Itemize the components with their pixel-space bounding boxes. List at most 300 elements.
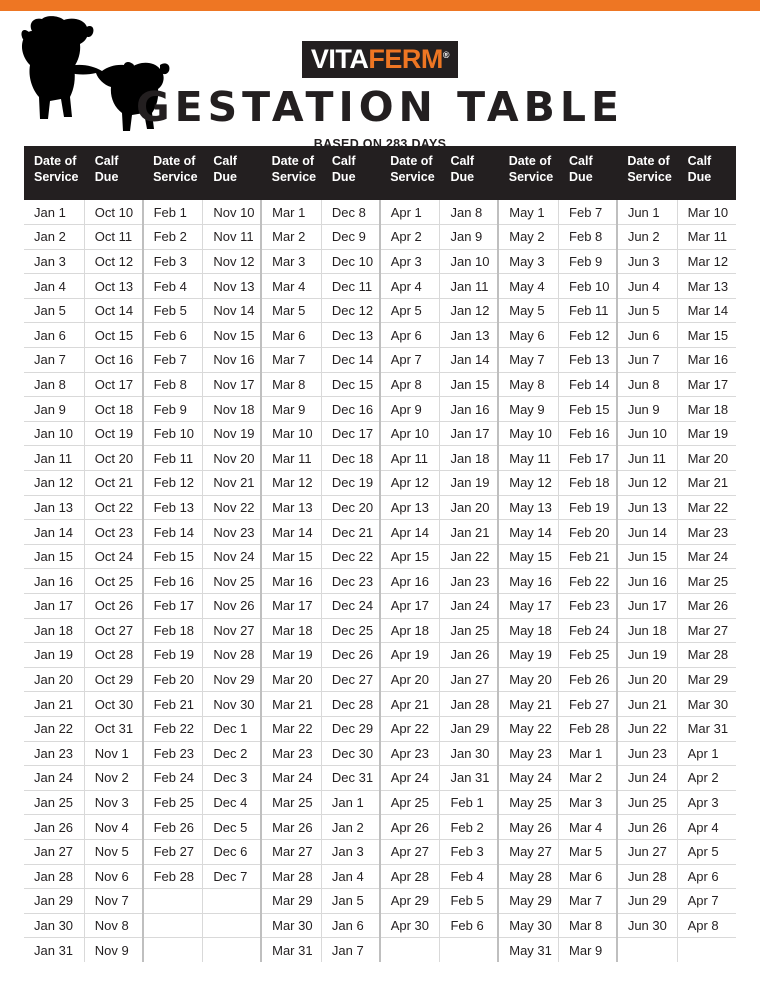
column-header-date-of-service-5 (617, 146, 677, 200)
calf-due-cell: Jan 28 (440, 692, 498, 717)
date-of-service-cell: Jun 28 (617, 864, 677, 889)
calf-due-cell: Apr 3 (677, 790, 735, 815)
calf-due-cell: Oct 26 (84, 594, 142, 619)
date-of-service-cell: Apr 24 (380, 766, 440, 791)
table-row (24, 643, 736, 668)
calf-due-cell: Nov 9 (84, 938, 142, 963)
date-of-service-cell: Feb 1 (143, 200, 203, 225)
date-of-service-cell: Jan 4 (24, 274, 84, 299)
date-of-service-cell: Mar 19 (261, 643, 321, 668)
date-of-service-cell: Mar 20 (261, 667, 321, 692)
calf-due-cell: Oct 28 (84, 643, 142, 668)
date-of-service-cell: Apr 12 (380, 471, 440, 496)
date-of-service-cell: Feb 5 (143, 298, 203, 323)
calf-due-cell: Jan 16 (440, 397, 498, 422)
calf-due-cell: Oct 20 (84, 446, 142, 471)
table-row (24, 815, 736, 840)
calf-due-cell: Oct 13 (84, 274, 142, 299)
header-line-1: Calf (687, 154, 712, 168)
calf-due-cell: Oct 14 (84, 298, 142, 323)
date-of-service-cell: Jan 15 (24, 544, 84, 569)
header-row (24, 146, 736, 200)
calf-due-cell: Nov 14 (203, 298, 261, 323)
calf-due-cell: Jan 7 (321, 938, 379, 963)
calf-due-cell: Feb 24 (559, 618, 617, 643)
date-of-service-cell: Mar 12 (261, 471, 321, 496)
date-of-service-cell: Jan 12 (24, 471, 84, 496)
calf-due-cell: Jan 18 (440, 446, 498, 471)
calf-due-cell: Feb 28 (559, 716, 617, 741)
date-of-service-cell: Mar 7 (261, 348, 321, 373)
date-of-service-cell: Apr 30 (380, 913, 440, 938)
date-of-service-cell: Jan 14 (24, 520, 84, 545)
date-of-service-cell: Jan 18 (24, 618, 84, 643)
date-of-service-cell: Feb 6 (143, 323, 203, 348)
date-of-service-cell: Mar 21 (261, 692, 321, 717)
date-of-service-cell: Feb 16 (143, 569, 203, 594)
table-row (24, 716, 736, 741)
date-of-service-cell: Jan 19 (24, 643, 84, 668)
calf-due-cell: Oct 30 (84, 692, 142, 717)
calf-due-cell: Feb 11 (559, 298, 617, 323)
calf-due-cell (203, 913, 261, 938)
date-of-service-cell: Feb 10 (143, 421, 203, 446)
date-of-service-cell (143, 938, 203, 963)
date-of-service-cell: Mar 14 (261, 520, 321, 545)
header-line-1: Date of (153, 154, 196, 168)
date-of-service-cell: Jun 18 (617, 618, 677, 643)
calf-due-cell (677, 938, 735, 963)
calf-due-cell: Jan 2 (321, 815, 379, 840)
header-line-2: Service (627, 169, 672, 184)
calf-due-cell: Mar 5 (559, 839, 617, 864)
table-row (24, 200, 736, 225)
calf-due-cell: Feb 20 (559, 520, 617, 545)
calf-due-cell: Mar 6 (559, 864, 617, 889)
date-of-service-cell: Mar 17 (261, 594, 321, 619)
calf-due-cell: Mar 16 (677, 348, 735, 373)
date-of-service-cell: Apr 9 (380, 397, 440, 422)
calf-due-cell: Nov 28 (203, 643, 261, 668)
vitaferm-logo (302, 41, 458, 78)
date-of-service-cell: May 5 (498, 298, 558, 323)
calf-due-cell: Dec 3 (203, 766, 261, 791)
calf-due-cell: Mar 24 (677, 544, 735, 569)
date-of-service-cell: Mar 15 (261, 544, 321, 569)
date-of-service-cell: Jan 26 (24, 815, 84, 840)
calf-due-cell: Feb 8 (559, 225, 617, 250)
date-of-service-cell: Apr 19 (380, 643, 440, 668)
calf-due-cell: Dec 20 (321, 495, 379, 520)
calf-due-cell: Dec 19 (321, 471, 379, 496)
date-of-service-cell: Feb 28 (143, 864, 203, 889)
date-of-service-cell: Jun 12 (617, 471, 677, 496)
date-of-service-cell: Jan 16 (24, 569, 84, 594)
calf-due-cell (440, 938, 498, 963)
date-of-service-cell: May 4 (498, 274, 558, 299)
date-of-service-cell: Apr 6 (380, 323, 440, 348)
date-of-service-cell: Apr 27 (380, 839, 440, 864)
date-of-service-cell: Feb 27 (143, 839, 203, 864)
date-of-service-cell: May 19 (498, 643, 558, 668)
calf-due-cell: Dec 7 (203, 864, 261, 889)
calf-due-cell: Jan 19 (440, 471, 498, 496)
date-of-service-cell: Jan 29 (24, 889, 84, 914)
calf-due-cell: Mar 13 (677, 274, 735, 299)
calf-due-cell: Mar 17 (677, 372, 735, 397)
table-row (24, 889, 736, 914)
date-of-service-cell: Jan 22 (24, 716, 84, 741)
calf-due-cell: Jan 13 (440, 323, 498, 348)
calf-due-cell: Mar 2 (559, 766, 617, 791)
calf-due-cell: Mar 31 (677, 716, 735, 741)
calf-due-cell: Nov 10 (203, 200, 261, 225)
calf-due-cell: Mar 22 (677, 495, 735, 520)
date-of-service-cell: May 29 (498, 889, 558, 914)
header-line-2: Due (687, 169, 712, 184)
date-of-service-cell: Jan 21 (24, 692, 84, 717)
column-header-date-of-service-4 (498, 146, 558, 200)
date-of-service-cell: Jun 5 (617, 298, 677, 323)
date-of-service-cell: May 12 (498, 471, 558, 496)
calf-due-cell: Jan 6 (321, 913, 379, 938)
calf-due-cell: Feb 22 (559, 569, 617, 594)
calf-due-cell: Nov 13 (203, 274, 261, 299)
calf-due-cell: Jan 15 (440, 372, 498, 397)
calf-due-cell: Jan 12 (440, 298, 498, 323)
column-header-calf-due-4 (559, 146, 617, 200)
date-of-service-cell: Feb 21 (143, 692, 203, 717)
calf-due-cell: Mar 23 (677, 520, 735, 545)
calf-due-cell: Oct 18 (84, 397, 142, 422)
calf-due-cell: Nov 4 (84, 815, 142, 840)
header-line-2: Service (34, 169, 79, 184)
calf-due-cell: Oct 17 (84, 372, 142, 397)
calf-due-cell: Jan 22 (440, 544, 498, 569)
date-of-service-cell: Mar 5 (261, 298, 321, 323)
header-line-2: Service (153, 169, 198, 184)
header-line-2: Service (390, 169, 435, 184)
table-row (24, 569, 736, 594)
calf-due-cell: Apr 6 (677, 864, 735, 889)
table-row (24, 766, 736, 791)
calf-due-cell: Nov 27 (203, 618, 261, 643)
date-of-service-cell: Feb 20 (143, 667, 203, 692)
calf-due-cell: Oct 16 (84, 348, 142, 373)
calf-due-cell (203, 938, 261, 963)
date-of-service-cell: Jun 27 (617, 839, 677, 864)
date-of-service-cell: May 10 (498, 421, 558, 446)
calf-due-cell: Feb 3 (440, 839, 498, 864)
calf-due-cell: Jan 10 (440, 249, 498, 274)
calf-due-cell: Feb 10 (559, 274, 617, 299)
calf-due-cell: Apr 5 (677, 839, 735, 864)
calf-due-cell: Nov 29 (203, 667, 261, 692)
date-of-service-cell: Apr 2 (380, 225, 440, 250)
calf-due-cell: Dec 1 (203, 716, 261, 741)
table-row (24, 667, 736, 692)
date-of-service-cell: Apr 4 (380, 274, 440, 299)
calf-due-cell: Mar 4 (559, 815, 617, 840)
date-of-service-cell: Jun 3 (617, 249, 677, 274)
date-of-service-cell: May 1 (498, 200, 558, 225)
calf-due-cell: Jan 8 (440, 200, 498, 225)
date-of-service-cell (380, 938, 440, 963)
calf-due-cell: Feb 17 (559, 446, 617, 471)
date-of-service-cell: Apr 26 (380, 815, 440, 840)
calf-due-cell: Nov 22 (203, 495, 261, 520)
calf-due-cell: Dec 10 (321, 249, 379, 274)
date-of-service-cell: May 30 (498, 913, 558, 938)
calf-due-cell: Oct 10 (84, 200, 142, 225)
calf-due-cell: Feb 15 (559, 397, 617, 422)
date-of-service-cell: May 21 (498, 692, 558, 717)
date-of-service-cell: May 31 (498, 938, 558, 963)
calf-due-cell: Nov 18 (203, 397, 261, 422)
date-of-service-cell: Mar 10 (261, 421, 321, 446)
date-of-service-cell: Jun 4 (617, 274, 677, 299)
column-header-calf-due-3 (440, 146, 498, 200)
date-of-service-cell: May 25 (498, 790, 558, 815)
date-of-service-cell: May 13 (498, 495, 558, 520)
calf-due-cell: Nov 30 (203, 692, 261, 717)
date-of-service-cell: Jan 9 (24, 397, 84, 422)
calf-due-cell: Mar 28 (677, 643, 735, 668)
calf-due-cell: Mar 30 (677, 692, 735, 717)
calf-due-cell: Oct 15 (84, 323, 142, 348)
date-of-service-cell: May 20 (498, 667, 558, 692)
calf-due-cell: Dec 17 (321, 421, 379, 446)
date-of-service-cell: May 16 (498, 569, 558, 594)
calf-due-cell: Mar 11 (677, 225, 735, 250)
date-of-service-cell: Jun 8 (617, 372, 677, 397)
date-of-service-cell: May 8 (498, 372, 558, 397)
date-of-service-cell: Jun 6 (617, 323, 677, 348)
calf-due-cell: Dec 5 (203, 815, 261, 840)
date-of-service-cell: May 17 (498, 594, 558, 619)
calf-due-cell: Mar 19 (677, 421, 735, 446)
table-row (24, 397, 736, 422)
column-header-calf-due-0 (84, 146, 142, 200)
date-of-service-cell: Apr 20 (380, 667, 440, 692)
date-of-service-cell: Apr 15 (380, 544, 440, 569)
header-line-1: Date of (627, 154, 670, 168)
date-of-service-cell: Mar 26 (261, 815, 321, 840)
date-of-service-cell: Jun 15 (617, 544, 677, 569)
header-line-1: Calf (331, 154, 356, 168)
calf-due-cell: Feb 25 (559, 643, 617, 668)
calf-due-cell: Nov 23 (203, 520, 261, 545)
table-row (24, 520, 736, 545)
table-row (24, 594, 736, 619)
table-row (24, 618, 736, 643)
calf-due-cell: Jan 11 (440, 274, 498, 299)
calf-due-cell: Feb 4 (440, 864, 498, 889)
date-of-service-cell: Feb 24 (143, 766, 203, 791)
calf-due-cell: Nov 15 (203, 323, 261, 348)
date-of-service-cell: May 28 (498, 864, 558, 889)
calf-due-cell: Mar 21 (677, 471, 735, 496)
calf-due-cell: Jan 30 (440, 741, 498, 766)
date-of-service-cell: Jan 6 (24, 323, 84, 348)
calf-due-cell: Nov 24 (203, 544, 261, 569)
calf-due-cell: Feb 5 (440, 889, 498, 914)
date-of-service-cell: Feb 11 (143, 446, 203, 471)
date-of-service-cell: May 15 (498, 544, 558, 569)
calf-due-cell: Oct 24 (84, 544, 142, 569)
calf-due-cell: Dec 27 (321, 667, 379, 692)
date-of-service-cell: Mar 27 (261, 839, 321, 864)
header-line-1: Date of (271, 154, 314, 168)
calf-due-cell: Nov 25 (203, 569, 261, 594)
date-of-service-cell: Jan 8 (24, 372, 84, 397)
date-of-service-cell: Jun 26 (617, 815, 677, 840)
date-of-service-cell: Apr 25 (380, 790, 440, 815)
calf-due-cell: Nov 11 (203, 225, 261, 250)
date-of-service-cell: Jan 28 (24, 864, 84, 889)
date-of-service-cell: Feb 17 (143, 594, 203, 619)
table-header (24, 146, 736, 200)
date-of-service-cell: Mar 16 (261, 569, 321, 594)
date-of-service-cell: Jan 2 (24, 225, 84, 250)
header-line-2: Due (213, 169, 237, 184)
date-of-service-cell: May 27 (498, 839, 558, 864)
date-of-service-cell: Jun 20 (617, 667, 677, 692)
calf-due-cell: Feb 27 (559, 692, 617, 717)
header-line-2: Service (508, 169, 554, 184)
calf-due-cell: Feb 26 (559, 667, 617, 692)
date-of-service-cell: Apr 8 (380, 372, 440, 397)
calf-due-cell: Oct 11 (84, 225, 142, 250)
date-of-service-cell: Apr 29 (380, 889, 440, 914)
date-of-service-cell: Jan 30 (24, 913, 84, 938)
table-row (24, 421, 736, 446)
date-of-service-cell: Apr 21 (380, 692, 440, 717)
date-of-service-cell: Feb 26 (143, 815, 203, 840)
date-of-service-cell: May 18 (498, 618, 558, 643)
date-of-service-cell: May 26 (498, 815, 558, 840)
date-of-service-cell: May 23 (498, 741, 558, 766)
calf-due-cell: Feb 14 (559, 372, 617, 397)
calf-due-cell: Dec 9 (321, 225, 379, 250)
page-title: GESTATION TABLE (135, 83, 625, 131)
calf-due-cell: Oct 29 (84, 667, 142, 692)
calf-due-cell: Dec 30 (321, 741, 379, 766)
calf-due-cell: Dec 4 (203, 790, 261, 815)
date-of-service-cell: Mar 6 (261, 323, 321, 348)
header-line-2: Service (271, 169, 317, 184)
calf-due-cell: Jan 4 (321, 864, 379, 889)
logo-text (311, 46, 449, 73)
date-of-service-cell: Feb 7 (143, 348, 203, 373)
date-of-service-cell: Mar 28 (261, 864, 321, 889)
calf-due-cell: Mar 1 (559, 741, 617, 766)
calf-due-cell: Oct 25 (84, 569, 142, 594)
date-of-service-cell: Mar 24 (261, 766, 321, 791)
date-of-service-cell: Jun 7 (617, 348, 677, 373)
date-of-service-cell: Jan 3 (24, 249, 84, 274)
date-of-service-cell: Mar 31 (261, 938, 321, 963)
table-row (24, 471, 736, 496)
header-line-1: Calf (450, 154, 475, 168)
date-of-service-cell: Apr 22 (380, 716, 440, 741)
calf-due-cell: Mar 18 (677, 397, 735, 422)
date-of-service-cell: Jun 10 (617, 421, 677, 446)
date-of-service-cell: Feb 25 (143, 790, 203, 815)
calf-due-cell: Dec 8 (321, 200, 379, 225)
page-subtitle: BASED ON 283 DAYS (313, 137, 447, 151)
table-container (0, 146, 760, 962)
calf-due-cell: Feb 16 (559, 421, 617, 446)
table-row (24, 741, 736, 766)
date-of-service-cell: Jun 25 (617, 790, 677, 815)
date-of-service-cell: Mar 11 (261, 446, 321, 471)
table-row (24, 913, 736, 938)
calf-due-cell: Nov 20 (203, 446, 261, 471)
date-of-service-cell: Mar 4 (261, 274, 321, 299)
date-of-service-cell: Feb 12 (143, 471, 203, 496)
date-of-service-cell: Jun 19 (617, 643, 677, 668)
calf-due-cell: Mar 10 (677, 200, 735, 225)
date-of-service-cell: Mar 2 (261, 225, 321, 250)
table-row (24, 839, 736, 864)
date-of-service-cell: Jun 17 (617, 594, 677, 619)
header-line-1: Calf (213, 154, 237, 168)
header-line-1: Date of (390, 154, 433, 168)
column-header-date-of-service-3 (380, 146, 440, 200)
date-of-service-cell: Feb 4 (143, 274, 203, 299)
calf-due-cell: Jan 25 (440, 618, 498, 643)
date-of-service-cell: Jun 2 (617, 225, 677, 250)
calf-due-cell: Mar 8 (559, 913, 617, 938)
date-of-service-cell: Mar 1 (261, 200, 321, 225)
calf-due-cell: Mar 26 (677, 594, 735, 619)
date-of-service-cell: Jun 24 (617, 766, 677, 791)
calf-due-cell: Mar 29 (677, 667, 735, 692)
date-of-service-cell: Jun 30 (617, 913, 677, 938)
calf-due-cell: Oct 21 (84, 471, 142, 496)
date-of-service-cell: Mar 8 (261, 372, 321, 397)
date-of-service-cell: Apr 10 (380, 421, 440, 446)
table-row (24, 790, 736, 815)
calf-due-cell: Apr 2 (677, 766, 735, 791)
calf-due-cell: Dec 29 (321, 716, 379, 741)
page-header (0, 11, 760, 151)
date-of-service-cell: Mar 25 (261, 790, 321, 815)
date-of-service-cell: Mar 9 (261, 397, 321, 422)
header-line-2: Due (94, 169, 119, 184)
date-of-service-cell: May 14 (498, 520, 558, 545)
calf-due-cell: Jan 1 (321, 790, 379, 815)
date-of-service-cell: May 3 (498, 249, 558, 274)
calf-due-cell: Dec 6 (203, 839, 261, 864)
date-of-service-cell: Feb 19 (143, 643, 203, 668)
date-of-service-cell: Feb 8 (143, 372, 203, 397)
calf-due-cell: Mar 27 (677, 618, 735, 643)
date-of-service-cell: Mar 13 (261, 495, 321, 520)
date-of-service-cell: Jan 10 (24, 421, 84, 446)
table-row (24, 864, 736, 889)
table-row (24, 298, 736, 323)
date-of-service-cell: May 9 (498, 397, 558, 422)
date-of-service-cell: Apr 23 (380, 741, 440, 766)
calf-due-cell: Dec 26 (321, 643, 379, 668)
date-of-service-cell: May 7 (498, 348, 558, 373)
calf-due-cell: Nov 7 (84, 889, 142, 914)
calf-due-cell: Dec 18 (321, 446, 379, 471)
table-row (24, 495, 736, 520)
table-row (24, 274, 736, 299)
